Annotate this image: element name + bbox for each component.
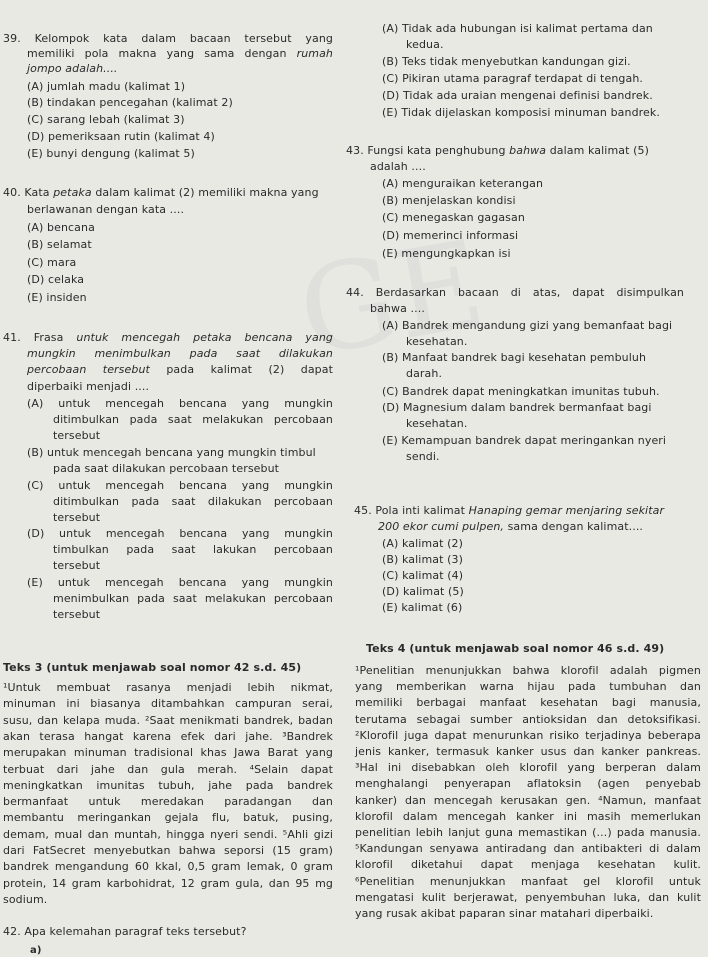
teks4-line: yang memberikan warna hijau pada tumbuhan dan (355, 680, 701, 694)
q45-option-d[interactable]: (D) kalimat (5) (382, 585, 464, 598)
q45-line2: 200 ekor cumi pulpen, sama dengan kalimat.... (378, 520, 644, 533)
q45-option-a[interactable]: (A) kalimat (2) (382, 537, 463, 550)
teks4-line: terutama sebagai sumber antioksidan dan detoksifikasi. (355, 712, 701, 726)
teks3-line: terbuat dari jahe dan gula merah. ⁴Selain dapat (3, 762, 333, 776)
q44-option-e-line2: sendi. (406, 450, 440, 463)
q43-option-c[interactable]: (C) menegaskan gagasan (382, 211, 525, 224)
q39-line3: jompo adalah.... (27, 62, 118, 75)
teks3-line: akan terasa hangat karena efek dari jahe. ³Bandrek (3, 729, 333, 743)
q41-option-b-line1[interactable]: (B) untuk mencegah bencana yang mungkin timbul (27, 446, 316, 459)
q44-option-d-line2: kesehatan. (406, 417, 468, 430)
q41-line2: mungkin menimbulkan pada saat dilakukan (27, 347, 333, 360)
teks3-line: protein, 14 gram karbohidrat, 12 gram gula, dan 95 mg (3, 876, 333, 890)
q43-line2: adalah .... (370, 160, 426, 173)
q42-question: 42. Apa kelemahan paragraf teks tersebut? (3, 925, 247, 938)
teks3-line: meningkatkan imunitas tubuh, jahe pada bandrek (3, 778, 333, 792)
q41-option-c-line2: ditimbulkan pada saat dilakukan percobaan (53, 495, 333, 508)
teks3-line: demam, mual dan muntah, hingga nyeri sendi. ⁵Ahli gizi (3, 827, 333, 841)
q43-option-d[interactable]: (D) memerinci informasi (382, 229, 519, 242)
teks4-line: ¹Penelitian menunjukkan bahwa klorofil adalah pigmen (355, 664, 701, 677)
teks3-heading: Teks 3 (untuk menjawab soal nomor 42 s.d. 45) (3, 661, 302, 674)
q44-line1: 44. Berdasarkan bacaan di atas, dapat disimpulkan (346, 286, 684, 299)
teks3-line: ¹Untuk membuat rasanya menjadi lebih nikmat, (3, 681, 333, 694)
q45-line1: 45. Pola inti kalimat Hanaping gemar menjaring sekitar (354, 504, 665, 517)
q41-option-d-line1[interactable]: (D) untuk mencegah bencana yang mungkin (27, 527, 333, 540)
q44-option-b-line2: darah. (406, 367, 443, 380)
q41-line4: diperbaiki menjadi .... (27, 380, 150, 393)
teks4-line: ²Klorofil juga dapat menurunkan risiko terjadinya beberapa (355, 728, 701, 742)
q41-option-e-line1[interactable]: (E) untuk mencegah bencana yang mungkin (27, 576, 333, 589)
q42-option-e[interactable]: (E) Tidak dijelaskan komposisi minuman bandrek. (382, 106, 660, 119)
q44-option-a-line2: kesehatan. (406, 335, 468, 348)
q41-line1: 41. Frasa untuk mencegah petaka bencana yang (3, 331, 333, 344)
q40-option-b[interactable]: (B) selamat (27, 238, 92, 251)
q39-line2: memiliki pola makna yang sama dengan rumah (27, 47, 333, 60)
teks4-line: jenis kanker, termasuk kanker usus dan kanker pankreas. (355, 745, 701, 758)
q41-option-c-line3: tersebut (53, 511, 101, 524)
q41-option-e-line3: tersebut (53, 608, 101, 621)
q45-option-b[interactable]: (B) kalimat (3) (382, 553, 464, 566)
q43-option-b[interactable]: (B) menjelaskan kondisi (382, 194, 516, 207)
q41-option-a-line3: tersebut (53, 429, 101, 442)
q44-option-e-line1[interactable]: (E) Kemampuan bandrek dapat meringankan nyeri (382, 434, 667, 447)
teks3-line: dari FatSecret menyebutkan bahwa seporsi (15 gram) (3, 844, 333, 857)
q40-option-a[interactable]: (A) bencana (27, 221, 95, 234)
q40-line1: 40. Kata petaka dalam kalimat (2) memiliki makna yang (3, 186, 319, 199)
q41-option-d-line2: timbulkan pada saat lakukan percobaan (53, 543, 333, 556)
teks3-line: bandrek mengandung 60 kkal, 0,5 gram lemak, 0 gram (3, 860, 333, 874)
q45-option-c[interactable]: (C) kalimat (4) (382, 569, 464, 582)
teks4-line: kanker) dan mencegah kerusakan gen. ⁴Namun, manfaat (355, 793, 701, 807)
teks4-line: mengatasi kulit berjerawat, penyembuhan luka, dan kulit (355, 890, 701, 904)
teks3-line: merupakan minuman tradisional khas Jawa Barat yang (3, 746, 333, 760)
teks4-line: ⁵Kandungan senyawa antiradang dan antibakteri di dalam (355, 842, 701, 856)
q39-option-a[interactable]: (A) jumlah madu (kalimat 1) (27, 80, 186, 93)
q40-line2: berlawanan dengan kata .... (27, 203, 185, 216)
q42-option-d[interactable]: (D) Tidak ada uraian mengenai definisi bandrek. (382, 89, 653, 102)
q40-option-d[interactable]: (D) celaka (27, 273, 85, 286)
q43-option-e[interactable]: (E) mengungkapkan isi (382, 247, 511, 260)
q41-option-a-line2: ditimbulkan pada saat melakukan percobaan (53, 413, 333, 426)
teks3-line: susu, dan kelapa muda. ²Saat menikmati bandrek, badan (3, 713, 333, 727)
q44-option-c[interactable]: (C) Bandrek dapat meningkatkan imunitas tubuh. (382, 385, 660, 398)
q44-option-b-line1[interactable]: (B) Manfaat bandrek bagi kesehatan pembuluh (382, 351, 647, 364)
q39-option-b[interactable]: (B) tindakan pencegahan (kalimat 2) (27, 96, 233, 109)
q39-option-d[interactable]: (D) pemeriksaan rutin (kalimat 4) (27, 130, 215, 143)
teks4-line: yang rusak akibat paparan sinar matahari diperbaiki. (355, 907, 654, 920)
q42-option-a-line1[interactable]: (A) Tidak ada hubungan isi kalimat pertama dan (382, 22, 653, 35)
q39-line1: 39. Kelompok kata dalam bacaan tersebut yang (3, 32, 333, 45)
q39-option-e[interactable]: (E) bunyi dengung (kalimat 5) (27, 147, 195, 160)
teks4-line: menghalangi penyerapan aflatoksin (agen penyebab (355, 777, 701, 791)
teks4-line: ³Hal ini disebabkan oleh klorofil yang berperan dalam (355, 761, 701, 775)
q41-option-d-line3: tersebut (53, 559, 101, 572)
answer-mark: a) (30, 945, 42, 956)
q39-option-c[interactable]: (C) sarang lebah (kalimat 3) (27, 113, 185, 126)
teks4-line: memiliki berbagai manfaat kesehatan bagi manusia, (355, 696, 701, 710)
teks3-line: minuman ini biasanya ditambahkan campuran serai, (3, 697, 333, 711)
q40-option-e[interactable]: (E) insiden (27, 291, 87, 304)
q41-option-b-line2: pada saat dilakukan percobaan tersebut (53, 462, 280, 475)
q45-option-e[interactable]: (E) kalimat (6) (382, 601, 463, 614)
q42-option-a-line2: kedua. (406, 38, 444, 51)
teks4-heading: Teks 4 (untuk menjawab soal nomor 46 s.d. 49) (366, 642, 665, 655)
q43-line1: 43. Fungsi kata penghubung bahwa dalam kalimat (5) (346, 144, 649, 157)
q44-option-a-line1[interactable]: (A) Bandrek mengandung gizi yang bemanfaat bagi (382, 319, 673, 332)
teks3-line: membantu meringankan gejala flu, batuk, pusing, (3, 811, 333, 825)
teks4-line: ⁶Penelitian menunjukkan manfaat gel klorofil untuk (355, 874, 701, 888)
q42-option-b[interactable]: (B) Teks tidak menyebutkan kandungan gizi. (382, 55, 631, 68)
q41-option-e-line2: menimbulkan pada saat melakukan percobaan (53, 592, 333, 605)
teks3-line: bermanfaat untuk meredakan paradangan dan (3, 795, 333, 809)
q41-line3: percobaan tersebut pada kalimat (2) dapat (27, 363, 334, 376)
q40-option-c[interactable]: (C) mara (27, 256, 77, 269)
teks3-line: sodium. (3, 892, 48, 906)
q42-option-c[interactable]: (C) Pikiran utama paragraf terdapat di tengah. (382, 72, 643, 85)
q43-option-a[interactable]: (A) menguraikan keterangan (382, 177, 544, 190)
q41-option-c-line1[interactable]: (C) untuk mencegah bencana yang mungkin (27, 479, 333, 492)
q44-option-d-line1[interactable]: (D) Magnesium dalam bandrek bermanfaat bagi (382, 401, 652, 414)
q41-option-a-line1[interactable]: (A) untuk mencegah bencana yang mungkin (27, 397, 333, 410)
teks4-line: penelitian lebih lanjut guna memastikan (...) pada manusia. (355, 826, 701, 839)
teks4-line: klorofil diketahui dapat menjaga kesehatan kulit. (355, 858, 701, 872)
teks4-line: klorofil dalam mencegah kanker ini masih memerlukan (355, 809, 701, 823)
q44-line2: bahwa .... (370, 302, 425, 315)
